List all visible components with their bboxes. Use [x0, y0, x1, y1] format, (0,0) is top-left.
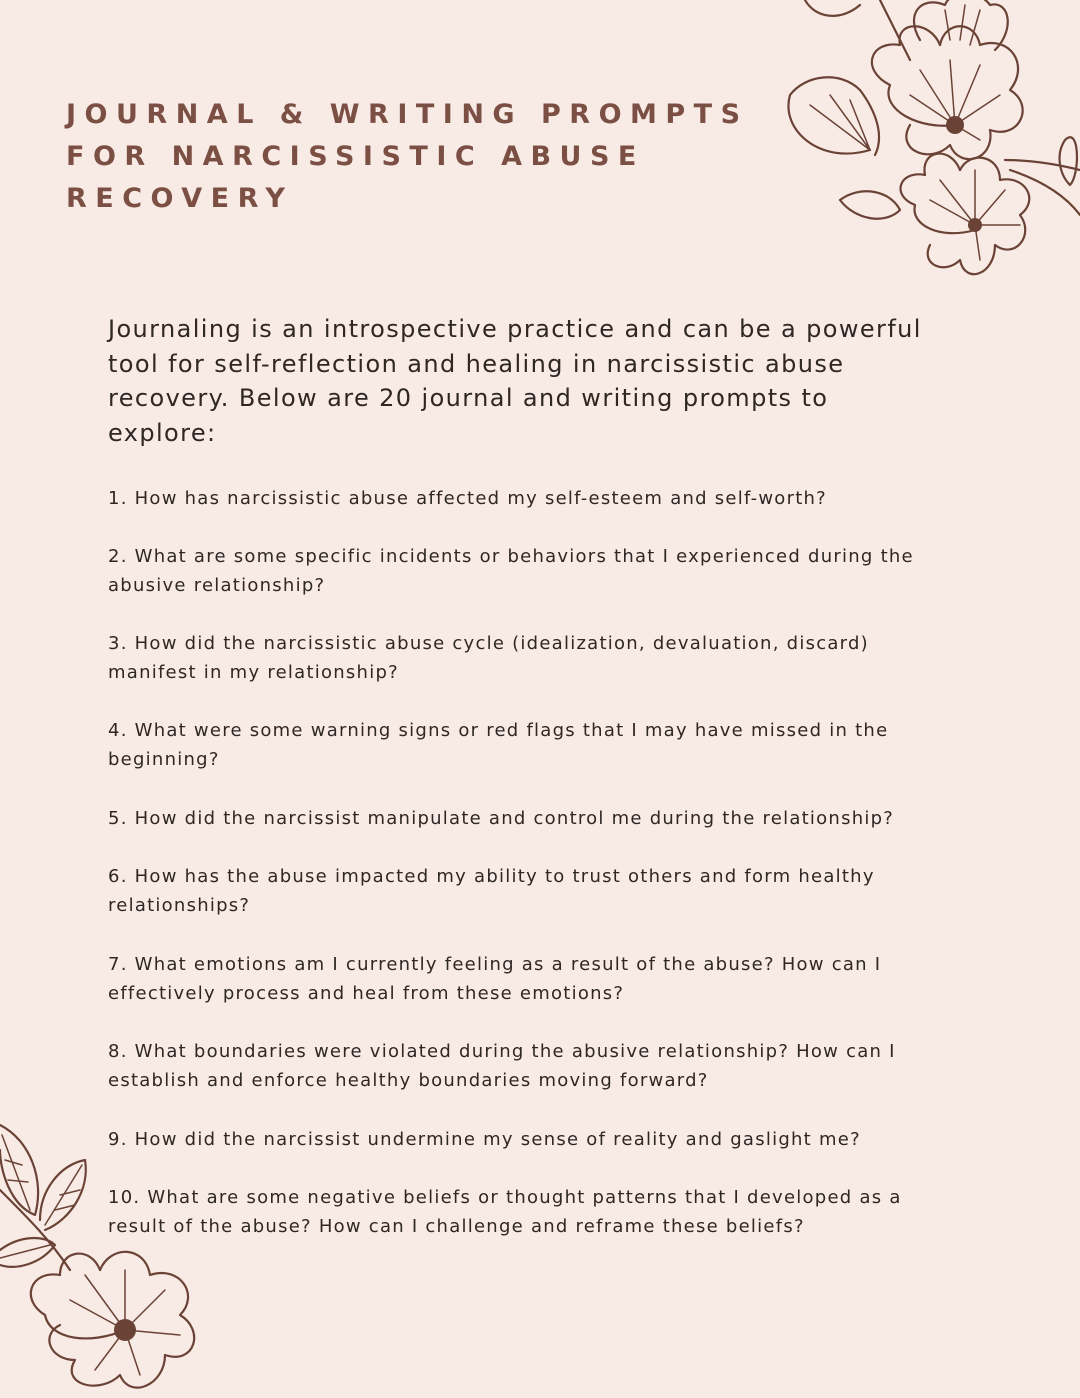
flower-leaves-icon [0, 1120, 230, 1398]
intro-line-4: explore: [108, 418, 217, 447]
prompt-9-line-1: 9. How did the narcissist undermine my sense of reality and gaslight me? [108, 1129, 861, 1150]
title-line-2: FOR NARCISSISTIC ABUSE [66, 141, 645, 172]
prompt-item-3 [108, 629, 869, 687]
prompt-4-line-2: beginning? [108, 749, 220, 770]
flower-cluster-icon [780, 0, 1080, 300]
prompt-item-1 [108, 484, 827, 513]
prompt-8-line-1: 8. What boundaries were violated during the abusive relationship? How can I [108, 1041, 896, 1062]
prompt-7-line-1: 7. What emotions am I currently feeling as a result of the abuse? How can I [108, 954, 882, 975]
prompt-6-line-1: 6. How has the abuse impacted my ability to trust others and form healthy [108, 866, 875, 887]
prompt-5-line-1: 5. How did the narcissist manipulate and control me during the relationship? [108, 808, 895, 829]
prompt-3-line-2: manifest in my relationship? [108, 662, 399, 683]
prompt-3-line-1: 3. How did the narcissistic abuse cycle (idealization, devaluation, discard) [108, 633, 869, 654]
flower-with-leaves-illustration [0, 1120, 230, 1398]
prompt-item-6 [108, 862, 875, 920]
title-line-1: JOURNAL & WRITING PROMPTS [66, 99, 749, 130]
title-line-3: RECOVERY [66, 183, 294, 214]
prompt-item-8 [108, 1037, 896, 1095]
prompt-item-4 [108, 716, 888, 774]
prompt-item-5 [108, 804, 894, 833]
flower-cluster-illustration [780, 0, 1080, 300]
intro-line-2: tool for self-reflection and healing in narcissistic abuse [108, 349, 845, 378]
intro-line-3: recovery. Below are 20 journal and writing prompts to [108, 384, 829, 412]
prompt-item-2 [108, 542, 914, 600]
intro-line-1: Journaling is an introspective practice and can be a powerful [108, 315, 922, 343]
prompt-10-line-1: 10. What are some negative beliefs or thought patterns that I developed as a [108, 1187, 902, 1208]
prompt-10-line-2: result of the abuse? How can I challenge and reframe these beliefs? [108, 1216, 805, 1237]
prompt-8-line-2: establish and enforce healthy boundaries moving forward? [108, 1070, 709, 1091]
prompt-6-line-2: relationships? [108, 895, 251, 916]
prompt-1-line-1: 1. How has narcissistic abuse affected my self-esteem and self-worth? [108, 488, 827, 509]
page-title [66, 94, 786, 220]
prompt-2-line-2: abusive relationship? [108, 575, 326, 596]
prompt-2-line-1: 2. What are some specific incidents or behaviors that I experienced during the [108, 546, 914, 567]
intro-paragraph [108, 312, 988, 450]
prompt-item-7 [108, 950, 881, 1008]
prompt-4-line-1: 4. What were some warning signs or red flags that I may have missed in the [108, 720, 889, 741]
prompt-7-line-2: effectively process and heal from these emotions? [108, 983, 625, 1004]
